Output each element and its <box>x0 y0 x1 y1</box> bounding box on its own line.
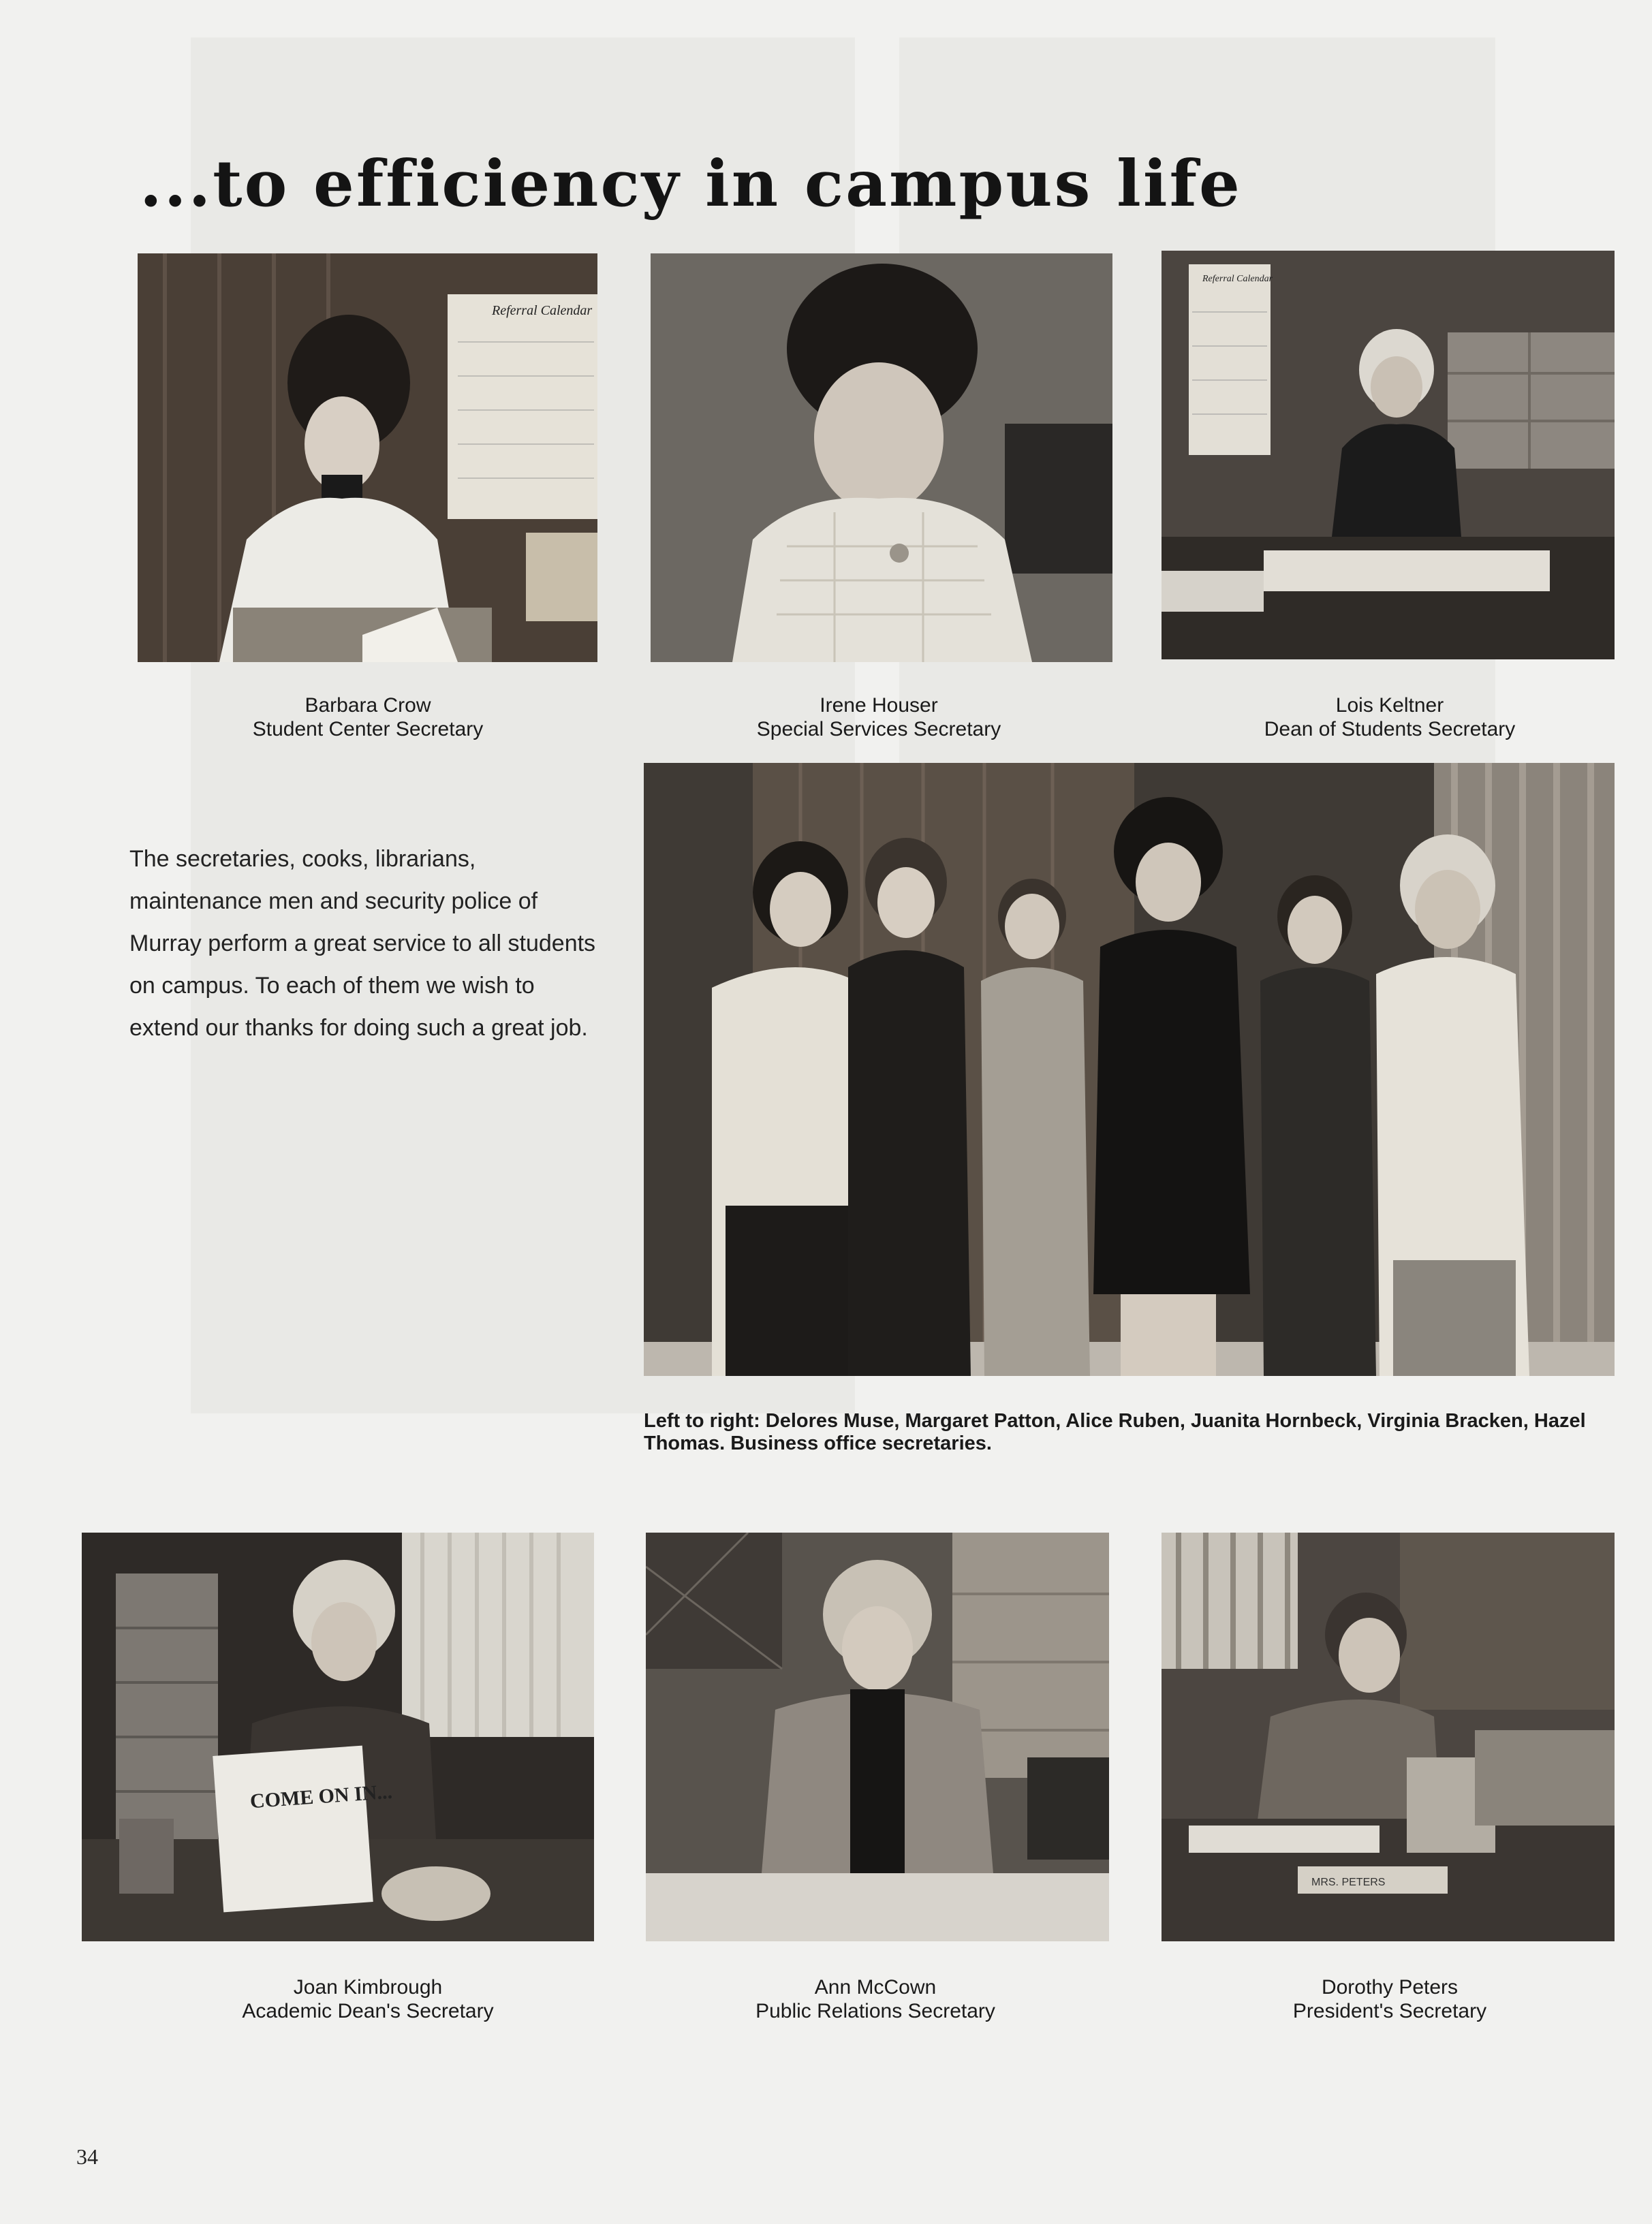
person-name: Ann McCown <box>814 1976 937 1999</box>
photo-joan-kimbrough <box>82 1533 594 1941</box>
person-role: Special Services Secretary <box>756 718 1001 740</box>
caption-dorothy-peters <box>1185 1975 1594 2023</box>
photo-barbara-crow <box>138 253 597 662</box>
person-role: Public Relations Secretary <box>755 2000 995 2022</box>
person-name: Joan Kimbrough <box>293 1976 443 1999</box>
caption-lois-keltner <box>1185 693 1594 741</box>
person-role: Academic Dean's Secretary <box>242 2000 494 2022</box>
person-role: President's Secretary <box>1292 2000 1487 2022</box>
photo-business-office-group <box>644 763 1615 1376</box>
photo-dorothy-peters <box>1162 1533 1615 1941</box>
nameplate-text: MRS. PETERS <box>1311 1877 1386 1888</box>
caption-joan-kimbrough <box>163 1975 572 2023</box>
caption-irene-houser <box>674 693 1083 741</box>
photo-lois-keltner <box>1162 251 1615 659</box>
calendar-title-text: Referral Calendar <box>492 303 593 318</box>
photo-ann-mccown <box>646 1533 1109 1941</box>
calendar-title-text: Referral Calendar <box>1202 274 1273 284</box>
person-role: Dean of Students Secretary <box>1264 718 1516 740</box>
person-role: Student Center Secretary <box>252 718 484 740</box>
person-name: Irene Houser <box>820 694 938 717</box>
caption-barbara-crow <box>163 693 572 741</box>
person-name: Lois Keltner <box>1335 694 1444 717</box>
intro-paragraph: The secretaries, cooks, librarians, maintenance men and security police of Murray perform a great service to all students on campus. To each of them we wish to extend our thanks for doing such a great job. <box>129 846 596 1041</box>
sign-text: COME ON IN... <box>249 1780 393 1813</box>
person-name: Barbara Crow <box>305 694 431 717</box>
photo-irene-houser <box>651 253 1112 662</box>
caption-ann-mccown <box>671 1975 1080 2023</box>
page-title: ...to efficiency in campus life <box>140 146 1242 221</box>
group-photo-caption: Left to right: Delores Muse, Margaret Patton, Alice Ruben, Juanita Hornbeck, Virginia Bracken, Hazel Thomas. Business office secretaries. <box>644 1410 1586 1454</box>
page-number: 34 <box>76 2144 98 2169</box>
person-name: Dorothy Peters <box>1321 1976 1459 1999</box>
